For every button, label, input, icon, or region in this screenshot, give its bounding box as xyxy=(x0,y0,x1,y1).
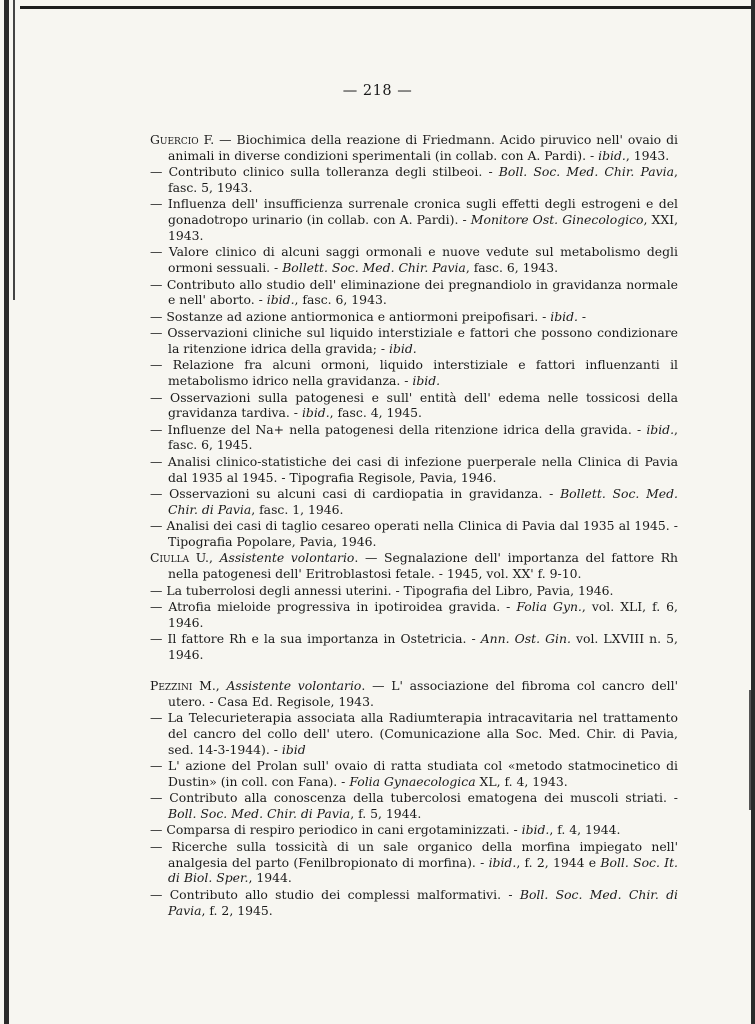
bibliography-entry xyxy=(150,887,678,919)
entry-author-role: Assistente volontario xyxy=(226,677,362,693)
entry-dash: — xyxy=(150,389,171,405)
bibliography-entry xyxy=(150,583,678,599)
entry-source: ibid. xyxy=(598,147,626,163)
entry-text: Osservazioni sulla patogenesi e sull' entità dell' edema nelle tossicosi della gravidanza tardiva. - xyxy=(168,389,678,421)
entry-source: Boll. Soc. Med. Chir. di Pavia xyxy=(168,805,351,821)
bibliography-entry xyxy=(150,390,678,422)
entry-suffix: vol. LXVIII n. 5, 1946. xyxy=(168,631,678,662)
entry-dash: — xyxy=(150,790,170,806)
bibliography-entry xyxy=(150,244,678,276)
entry-suffix: , fasc. 6, 1943. xyxy=(294,292,387,308)
entry-dash: — xyxy=(150,631,168,647)
entry-text: Contributo allo studio dell' eliminazione dei pregnandiolo in gravidanza normale e nell' aborto. - xyxy=(166,276,678,308)
entry-source: ibid. xyxy=(646,421,675,437)
bibliography-entry xyxy=(150,839,678,886)
bibliography-entry xyxy=(150,132,678,164)
entry-text: Valore clinico di alcuni saggi ormonali e nuove vedute sul metabolismo degli ormoni sessuali. - xyxy=(168,244,678,276)
top-border-line xyxy=(20,6,755,9)
entry-author: Guercio F. xyxy=(150,132,215,147)
entry-suffix: XL, f. 4, 1943. xyxy=(475,773,568,789)
entry-source: Folia Gynaecologica xyxy=(349,773,476,789)
bibliography-entry xyxy=(150,454,678,486)
entry-dash: — xyxy=(150,757,169,773)
entry-text: La Telecurieterapia associata alla Radiumterapia intracavitaria nel trattamento del cancro del collo dell' utero. (Comunicazione alla Soc. Med. Chir. di Pavia, sed. 14-3-1944). - xyxy=(167,709,678,757)
entry-source: ibid. xyxy=(301,405,330,421)
entry-author: Pezzini M. xyxy=(150,677,216,693)
entry-suffix: , fasc. 6, 1943. xyxy=(465,260,559,276)
bibliography-entry xyxy=(150,518,678,550)
entry-source: Boll. Soc. Med. Chir. di Pavia xyxy=(168,886,678,918)
entry-suffix: , 1944. xyxy=(248,870,292,886)
entry-text: Contributo allo studio dei complessi malformativi. - xyxy=(169,886,520,902)
entry-dash: — xyxy=(150,486,170,502)
bibliography-entry xyxy=(150,631,678,663)
entry-dash: — xyxy=(150,325,168,341)
entry-dash: — xyxy=(150,709,168,725)
entry-suffix: , XXI, 1943. xyxy=(168,212,679,243)
bibliography-entry xyxy=(150,309,678,325)
entry-suffix: , 1943. xyxy=(625,147,670,163)
entry-dash: — xyxy=(150,582,167,598)
bibliography-list xyxy=(150,132,678,919)
entry-suffix: - xyxy=(577,308,587,324)
bibliography-entry xyxy=(150,710,678,757)
entry-dash: — xyxy=(150,822,167,838)
entry-dash: — xyxy=(150,838,172,854)
entry-dash: — xyxy=(150,421,168,437)
entry-suffix: , f. 5, 1944. xyxy=(350,805,422,821)
right-scan-mark xyxy=(749,690,751,810)
entry-dash: — xyxy=(150,244,169,260)
entry-dash: — xyxy=(150,276,167,292)
entry-source: Boll. Soc. It. di Biol. Sper. xyxy=(168,854,678,886)
bibliography-entry xyxy=(150,422,678,454)
entry-source: Folia Gyn. xyxy=(516,599,582,615)
entry-suffix: , fasc. 6, 1945. xyxy=(168,421,678,453)
entry-source: Bollett. Soc. Med. Chir. di Pavia xyxy=(168,486,678,517)
entry-suffix: , vol. XLI, f. 6, 1946. xyxy=(168,599,678,630)
entry-source: Bollett. Soc. Med. Chir. Pavia xyxy=(282,260,466,276)
entry-dash: — xyxy=(150,518,167,534)
entry-text: Influenze del Na+ nella patogenesi della ritenzione idrica della gravida. - xyxy=(167,421,647,437)
bibliography-entry xyxy=(150,196,678,243)
entry-suffix: , fasc. 1, 1946. xyxy=(251,501,344,517)
entry-suffix: , f. 2, 1944 e xyxy=(516,854,601,870)
entry-text: Atrofia mieloide progressiva in ipotiroidea gravida. - xyxy=(168,599,517,615)
entry-suffix: , f. 2, 1945. xyxy=(201,902,273,918)
entry-text: Contributo alla conoscenza della tubercolosi ematogena dei muscoli striati. - xyxy=(169,790,678,806)
entry-text: Sostanze ad azione antiormonica e antiormoni preipofisari. - xyxy=(166,308,551,324)
entry-dash: — xyxy=(150,886,170,902)
bibliography-entry: Ciulla U., Assistente volontario. — Segnalazione dell' importanza del fattore Rh nella patogenesi dell' Eritroblastosi fetale. - 1945, vol. XX' f. 9-10. xyxy=(150,550,678,582)
entry-author-role: Assistente volontario xyxy=(219,550,355,566)
entry-source: ibid. xyxy=(412,373,441,389)
entry-dash: — xyxy=(150,453,168,469)
bibliography-entry xyxy=(150,790,678,822)
entry-text: Analisi clinico-statistiche dei casi di infezione puerperale nella Clinica di Pavia dal 1935 al 1945. - Tipografia Regisole, Pavia, 1946. xyxy=(167,453,678,485)
entry-text: Osservazioni su alcuni casi di cardiopatia in gravidanza. - xyxy=(169,486,561,502)
entry-text: La tuberrolosi degli annessi uterini. - Tipografia del Libro, Pavia, 1946. xyxy=(166,582,614,598)
entry-text: Relazione fra alcuni ormoni, liquido interstiziale e fattori influenzanti il metabolismo idrico nella gravidanza. - xyxy=(168,357,678,389)
entry-source: Ann. Ost. Gin. xyxy=(480,631,571,647)
entry-text: . — Segnalazione dell' importanza del fattore Rh nella patogenesi dell' Eritroblastosi fetale. - 1945, vol. XX' f. 9-10. xyxy=(168,550,678,582)
bibliography-entry xyxy=(150,822,678,838)
entry-text: Il fattore Rh e la sua importanza in Ostetricia. - xyxy=(167,631,481,647)
left-scan-edge xyxy=(4,0,9,1024)
entry-author: Ciulla U. xyxy=(150,550,209,566)
entry-source: ibid. xyxy=(389,340,417,356)
entry-suffix: , fasc. 4, 1945. xyxy=(329,405,422,421)
bibliography-entry xyxy=(150,599,678,631)
bibliography-entry xyxy=(150,164,678,196)
bibliography-entry xyxy=(150,277,678,309)
entry-text: Analisi dei casi di taglio cesareo operati nella Clinica di Pavia dal 1935 al 1945. - Tipografia Popolare, Pavia, 1946. xyxy=(166,518,678,550)
entry-text: Contributo clinico sulla tolleranza degli stilbeoi. - xyxy=(168,164,499,180)
entry-text: Comparsa di respiro periodico in cani ergotaminizzati. - xyxy=(166,822,522,838)
entry-source: ibid. xyxy=(521,822,550,838)
entry-source: ibid. xyxy=(550,308,578,324)
entry-dash: — xyxy=(150,164,169,180)
entry-source: Boll. Soc. Med. Chir. Pavia xyxy=(498,164,675,180)
entry-source: ibid xyxy=(281,741,306,757)
bibliography-entry xyxy=(150,357,678,389)
entry-source: ibid. xyxy=(488,854,517,870)
bibliography-entry xyxy=(150,758,678,790)
left-scan-edge-inner xyxy=(13,0,15,300)
entry-text: Osservazioni cliniche sul liquido interstiziale e fattori che possono condizionare la ritenzione idrica della gravida; - xyxy=(167,325,678,356)
bibliography-entry xyxy=(150,325,678,357)
entry-dash: — xyxy=(150,357,173,373)
entry-text: L' azione del Prolan sull' ovaio di ratta studiata col «metodo statmocinetico di Dustin» (in coll. con Fana). - xyxy=(168,757,678,789)
bibliography-entry xyxy=(150,486,678,518)
entry-dash: — xyxy=(150,308,167,324)
entry-suffix: , f. 4, 1944. xyxy=(549,822,621,838)
entry-text: Ricerche sulla tossicità di un sale organico della morfina impiegato nell' analgesia del parto (Fenilbropionato di morfina). - xyxy=(168,838,678,870)
bibliography-entry: Pezzini M., Assistente volontario. — L' associazione del fibroma col cancro dell' utero. - Casa Ed. Regisole, 1943. xyxy=(150,677,678,709)
right-scan-edge xyxy=(751,0,755,1024)
entry-source: Monitore Ost. Ginecologico xyxy=(470,212,644,228)
entry-source: ibid. xyxy=(266,292,295,308)
entry-text: . — L' associazione del fibroma col cancro dell' utero. - Casa Ed. Regisole, 1943. xyxy=(168,677,678,709)
entry-dash: — xyxy=(150,196,168,212)
entry-text: — Biochimica della reazione di Friedmann. Acido piruvico nell' ovaio di animali in diverse condizioni sperimentali (in collab. con A. Pardi). - xyxy=(168,132,678,163)
entry-text: Influenza dell' insufficienza surrenale cronica sugli effetti degli estrogeni e del gonadotropo urinario (in collab. con A. Pardi). - xyxy=(167,196,678,228)
entry-dash: — xyxy=(150,599,169,615)
page-number: — 218 — xyxy=(342,83,413,99)
entry-suffix: , fasc. 5, 1943. xyxy=(168,164,678,195)
